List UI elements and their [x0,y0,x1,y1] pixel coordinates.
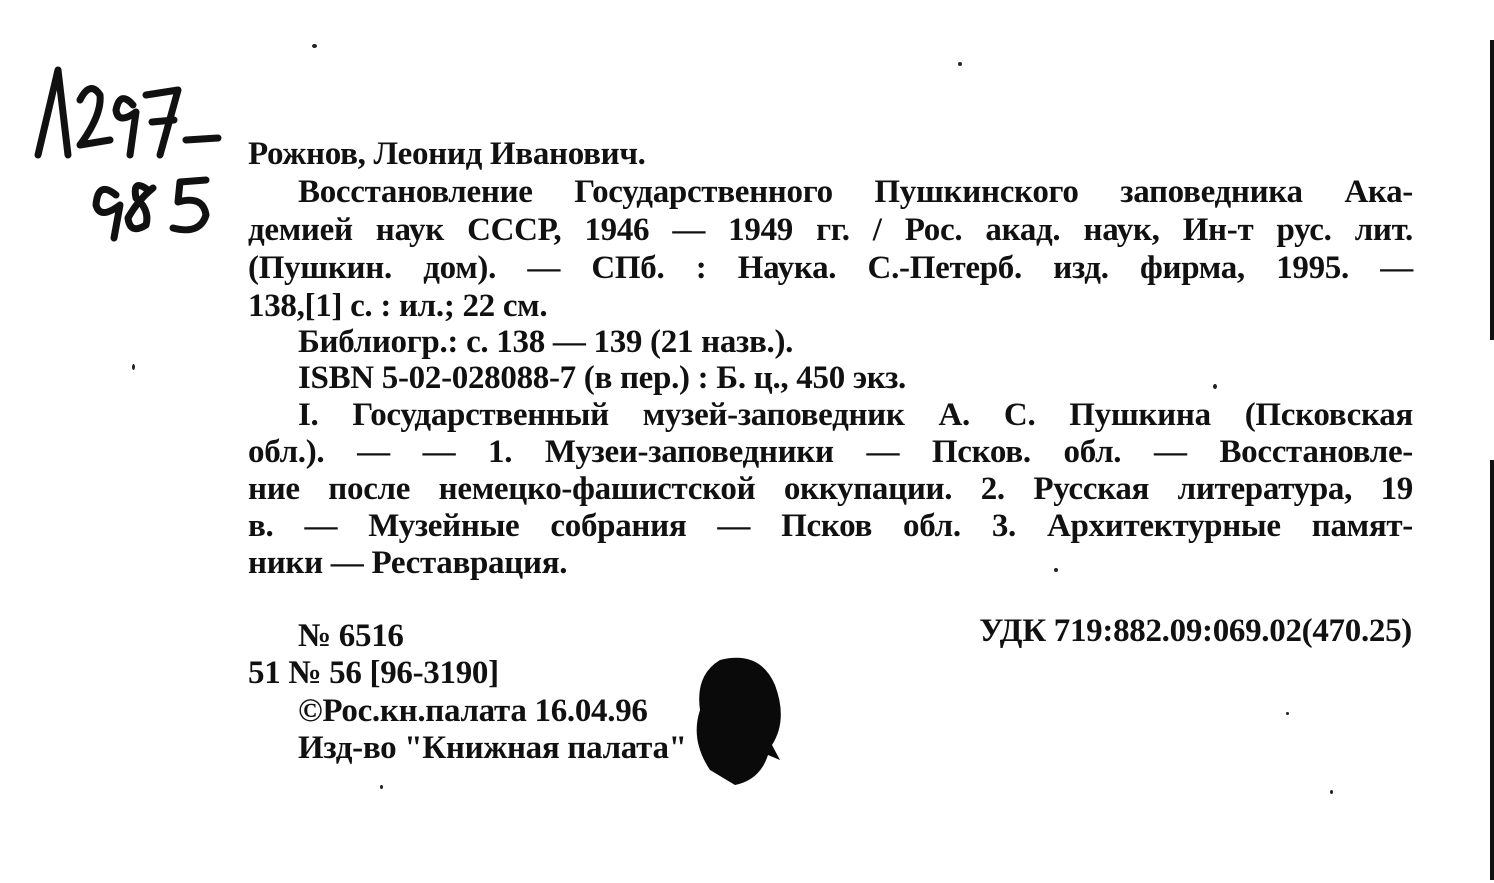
subject-line-5: ники — Реставрация. [248,545,568,581]
scan-speck [1330,790,1333,794]
title-line-4: 138,[1] с. : ил.; 22 см. [248,288,548,324]
record-number: 51 № 56 [96-3190] [248,655,499,691]
scan-speck [1213,384,1217,389]
scan-speck [132,364,135,370]
udc-code: УДК 719:882.09:069.02(470.25) [979,613,1412,649]
scan-edge [1490,40,1494,340]
bibliography-note: Библиогр.: с. 138 — 139 (21 назв.). [298,324,794,360]
scan-speck [312,44,317,48]
isbn-line: ISBN 5-02-028088-7 (в пер.) : Б. ц., 450 экз. [298,360,906,396]
subject-line-3: ние после немецко-фашистской оккупации. 2. Русская литература, 19 [248,471,1413,507]
handwritten-shelfmark [28,60,248,250]
copyright-line: ©Рос.кн.палата 16.04.96 [298,693,648,729]
subject-line-4: в. — Музейные собрания — Псков обл. 3. Архитектурные памят- [248,508,1413,544]
scan-speck [958,62,962,66]
title-line-1: Восстановление Государственного Пушкинского заповедника Ака- [298,174,1413,210]
title-line-2: демией наук СССР, 1946 — 1949 гг. / Рос. акад. наук, Ин-т рус. лит. [248,212,1413,248]
ink-blot [680,650,790,790]
subject-line-2: обл.). — — 1. Музеи-заповедники — Псков. обл. — Восстановле- [248,434,1413,470]
scan-speck [1054,568,1058,572]
title-line-3: (Пушкин. дом). — СПб. : Наука. С.-Петерб. изд. фирма, 1995. — [248,250,1413,286]
author-heading: Рожнов, Леонид Иванович. [248,136,646,172]
publisher-line: Изд-во "Книжная палата" [298,730,687,766]
scan-speck [380,785,383,789]
card-number: № 6516 [298,618,404,654]
scan-edge [1490,460,1494,880]
subject-line-1: I. Государственный музей-заповедник А. С. Пушкина (Псковская [298,397,1413,433]
scan-speck [1286,712,1289,715]
